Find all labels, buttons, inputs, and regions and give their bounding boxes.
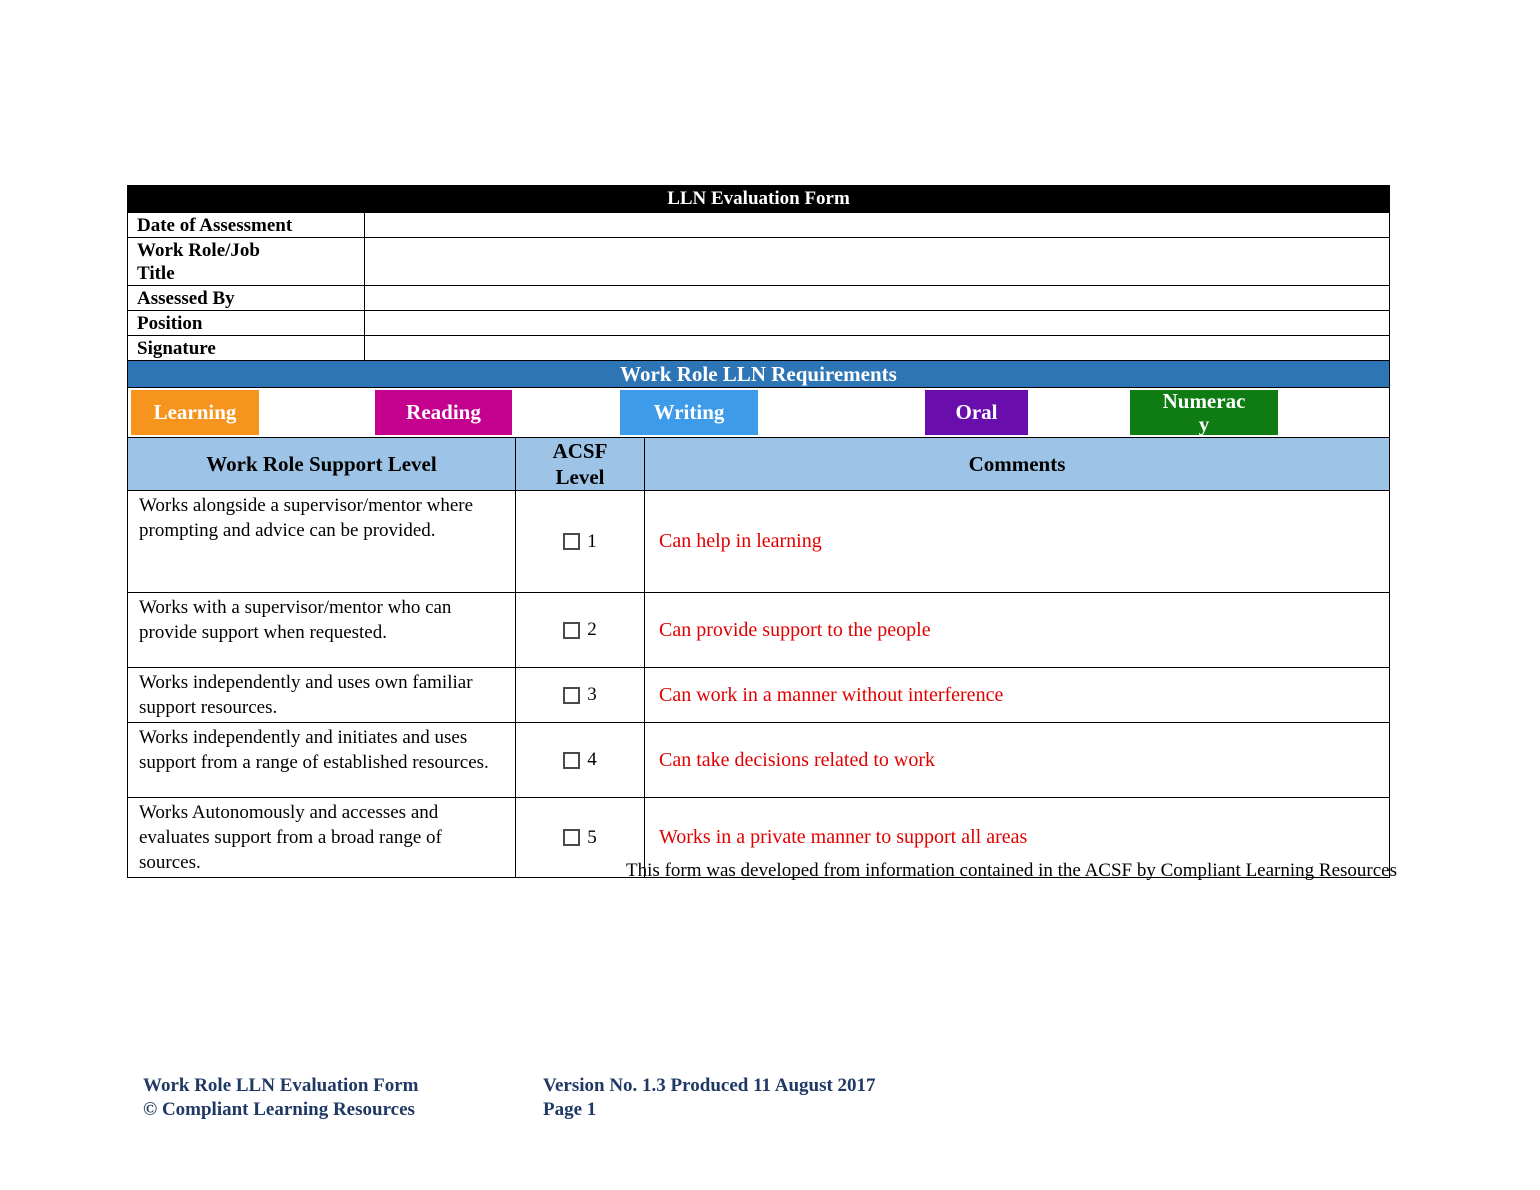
support-level-cell <box>128 668 515 722</box>
requirements-header: Work Role LLN Requirements <box>128 360 1389 387</box>
acsf-level-cell <box>515 593 644 667</box>
acsf-level-number: 2 <box>587 619 597 640</box>
field-label <box>128 311 365 335</box>
attribution-note: This form was developed from information contained in the ACSF by Compliant Learning Resources <box>626 860 1397 881</box>
field-value-signature[interactable] <box>365 336 1389 360</box>
field-value-date-of-assessment[interactable] <box>365 213 1389 237</box>
category-oral <box>925 390 1028 435</box>
field-label <box>128 286 365 310</box>
support-level-cell <box>128 593 515 667</box>
lln-evaluation-table <box>127 185 1390 878</box>
footer-form-name: Work Role LLN Evaluation Form <box>143 1075 419 1096</box>
comment-text: Can take decisions related to work <box>659 748 936 771</box>
support-level-text: Works independently and initiates and uses support from a range of established resources. <box>139 727 489 773</box>
field-label-text: Date of Assessment <box>137 215 293 236</box>
category-numeracy-label: Numeracy <box>1162 388 1246 436</box>
header-comments <box>644 438 1389 490</box>
comment-cell[interactable] <box>644 491 1389 592</box>
support-table-row <box>128 667 1389 722</box>
category-reading <box>375 390 512 435</box>
comment-cell[interactable] <box>644 593 1389 667</box>
header-work-role-support-level <box>128 438 515 490</box>
acsf-level-number: 5 <box>587 826 597 848</box>
field-row-position <box>128 310 1389 335</box>
footer-version: Version No. 1.3 Produced 11 August 2017 <box>543 1075 876 1096</box>
header-text: ACSF Level <box>552 439 608 489</box>
field-label <box>128 336 365 360</box>
field-value-assessed-by[interactable] <box>365 286 1389 310</box>
support-level-cell <box>128 723 515 797</box>
support-level-text: Works with a supervisor/mentor who can provide support when requested. <box>139 597 452 643</box>
field-row-signature <box>128 335 1389 360</box>
comment-text: Can work in a manner without interference <box>659 683 1004 706</box>
field-label <box>128 213 365 237</box>
acsf-level-2-checkbox[interactable] <box>563 622 580 639</box>
support-table-row <box>128 490 1389 592</box>
support-level-text: Works independently and uses own familiar support resources. <box>139 672 473 718</box>
support-level-text: Works alongside a supervisor/mentor where prompting and advice can be provided. <box>139 495 474 541</box>
comment-text: Can provide support to the people <box>659 618 931 641</box>
category-learning-label: Learning <box>153 400 237 424</box>
category-oral-label: Oral <box>955 400 998 424</box>
acsf-level-1-checkbox[interactable] <box>563 533 580 550</box>
category-writing-label: Writing <box>653 400 725 424</box>
support-table-header <box>128 437 1389 490</box>
field-label-text: Work Role/Job Title <box>137 240 260 284</box>
acsf-level-number: 3 <box>587 684 597 705</box>
category-writing <box>620 390 758 435</box>
acsf-level-number: 4 <box>587 749 597 770</box>
category-learning <box>131 390 259 435</box>
lln-category-row <box>128 387 1389 437</box>
header-text: Work Role Support Level <box>206 451 437 476</box>
footer-copyright: © Compliant Learning Resources <box>143 1099 415 1120</box>
field-label-text: Signature <box>137 338 216 359</box>
acsf-level-3-checkbox[interactable] <box>563 687 580 704</box>
acsf-level-cell <box>515 723 644 797</box>
category-reading-label: Reading <box>406 400 481 424</box>
support-level-cell <box>128 491 515 592</box>
comment-cell[interactable] <box>644 723 1389 797</box>
category-numeracy <box>1130 390 1278 435</box>
field-label-text: Position <box>137 313 203 334</box>
field-row-assessed-by <box>128 285 1389 310</box>
footer-page-number: Page 1 <box>543 1099 597 1120</box>
field-label-text: Assessed By <box>137 288 235 309</box>
support-level-text: Works Autonomously and accesses and evaluates support from a broad range of sources. <box>139 802 442 873</box>
field-value-position[interactable] <box>365 311 1389 335</box>
acsf-level-5-checkbox[interactable] <box>563 829 580 846</box>
acsf-level-number: 1 <box>587 530 597 552</box>
support-table-row <box>128 722 1389 797</box>
footer-right-column <box>543 1074 876 1122</box>
comment-text: Can help in learning <box>659 530 822 552</box>
form-title: LLN Evaluation Form <box>128 186 1389 212</box>
header-text: Comments <box>968 451 1066 476</box>
comment-cell[interactable] <box>644 668 1389 722</box>
comment-text: Works in a private manner to support all areas <box>659 826 1028 848</box>
header-acsf-level <box>515 438 644 490</box>
page-footer <box>143 1074 876 1122</box>
support-table-row <box>128 592 1389 667</box>
acsf-level-cell <box>515 668 644 722</box>
field-row-date-of-assessment <box>128 212 1389 237</box>
acsf-level-4-checkbox[interactable] <box>563 752 580 769</box>
field-value-work-role-job-title[interactable] <box>365 238 1389 285</box>
acsf-level-cell <box>515 491 644 592</box>
footer-left-column <box>143 1074 543 1122</box>
field-label <box>128 238 365 285</box>
field-row-work-role-job-title <box>128 237 1389 285</box>
